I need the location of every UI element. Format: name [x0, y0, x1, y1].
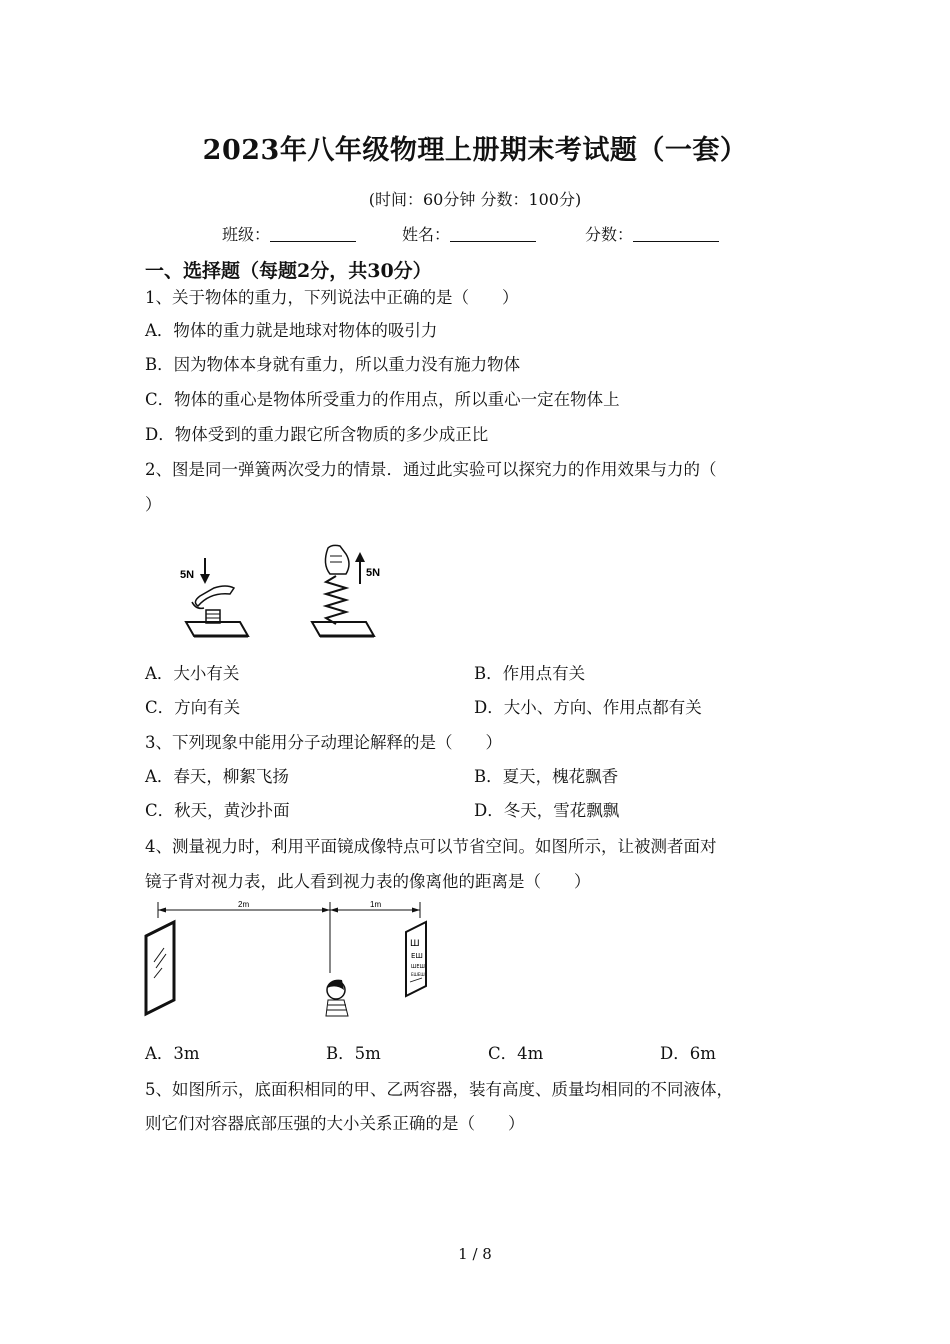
- name-field: [402, 222, 536, 245]
- score-blank[interactable]: [633, 225, 719, 242]
- q2-option-c: C．方向有关: [145, 698, 241, 717]
- svg-text:ЕШЕШ: ЕШЕШ: [411, 972, 425, 977]
- page-title: 2023年八年级物理上册期末考试题（一套）: [202, 135, 748, 166]
- q2-option-b: B．作用点有关: [474, 664, 586, 683]
- q1-stem: 1、关于物体的重力，下列说法中正确的是（ ）: [145, 288, 519, 307]
- q3-option-c: C．秋天，黄沙扑面: [145, 801, 290, 820]
- svg-text:ЕШ: ЕШ: [411, 952, 423, 960]
- q4-option-d: D．6m: [660, 1044, 716, 1063]
- spring-figure: [170, 544, 390, 644]
- q3-stem: 3、下列现象中能用分子动理论解释的是（ ）: [145, 733, 502, 752]
- spring-stretched: [312, 545, 380, 636]
- score-field: [585, 222, 719, 245]
- svg-text:ШЕШ: ШЕШ: [411, 964, 425, 970]
- mirror: [146, 922, 174, 1014]
- page-number: 1 / 8: [458, 1245, 492, 1263]
- section-heading: 一、选择题（每题2分，共30分）: [145, 260, 432, 282]
- q2-option-d: D．大小、方向、作用点都有关: [474, 698, 702, 717]
- q4-option-b: B．5m: [326, 1044, 381, 1063]
- q3-option-b: B．夏天，槐花飘香: [474, 767, 619, 786]
- class-label: 班级：: [222, 225, 271, 244]
- class-field: [222, 222, 356, 245]
- q4-stem-cont: 镜子背对视力表，此人看到视力表的像离他的距离是（ ）: [145, 872, 591, 891]
- class-blank[interactable]: [270, 225, 356, 242]
- q2-stem: 2、图是同一弹簧两次受力的情景．通过此实验可以探究力的作用效果与力的（: [145, 460, 717, 479]
- q4-stem: 4、测量视力时，利用平面镜成像特点可以节省空间。如图所示，让被测者面对: [145, 837, 717, 856]
- name-label: 姓名：: [402, 225, 451, 244]
- q1-option-a: A．物体的重力就是地球对物体的吸引力: [145, 321, 438, 340]
- q4-option-a: A．3m: [145, 1044, 200, 1063]
- q5-stem-cont: 则它们对容器底部压强的大小关系正确的是（ ）: [145, 1114, 525, 1133]
- eye-chart-figure: [130, 898, 440, 1028]
- dimension-lines: [158, 900, 420, 973]
- dim-label-2m: 2m: [238, 900, 250, 909]
- q2-option-a: A．大小有关: [145, 664, 240, 683]
- force-label-down: 5N: [180, 569, 195, 581]
- person: [326, 980, 348, 1016]
- dim-label-1m: 1m: [370, 900, 382, 909]
- force-label-up: 5N: [366, 567, 381, 579]
- q4-option-c: C．4m: [488, 1044, 544, 1063]
- q1-option-c: C．物体的重心是物体所受重力的作用点，所以重心一定在物体上: [145, 390, 620, 409]
- q2-stem-cont: ）: [145, 495, 162, 514]
- q1-option-d: D．物体受到的重力跟它所含物质的多少成正比: [145, 425, 489, 444]
- eye-chart: [406, 922, 426, 996]
- q3-option-a: A．春天，柳絮飞扬: [145, 767, 289, 786]
- exam-info: (时间：60分钟 分数：100分): [368, 190, 582, 209]
- q3-option-d: D．冬天，雪花飘飘: [474, 801, 620, 820]
- score-label: 分数：: [585, 225, 634, 244]
- name-blank[interactable]: [450, 225, 536, 242]
- svg-text:Ш: Ш: [410, 939, 420, 949]
- q5-stem: 5、如图所示，底面积相同的甲、乙两容器，装有高度、质量均相同的不同液体，: [145, 1080, 733, 1099]
- q1-option-b: B．因为物体本身就有重力，所以重力没有施力物体: [145, 355, 521, 374]
- spring-compressed: [180, 558, 248, 636]
